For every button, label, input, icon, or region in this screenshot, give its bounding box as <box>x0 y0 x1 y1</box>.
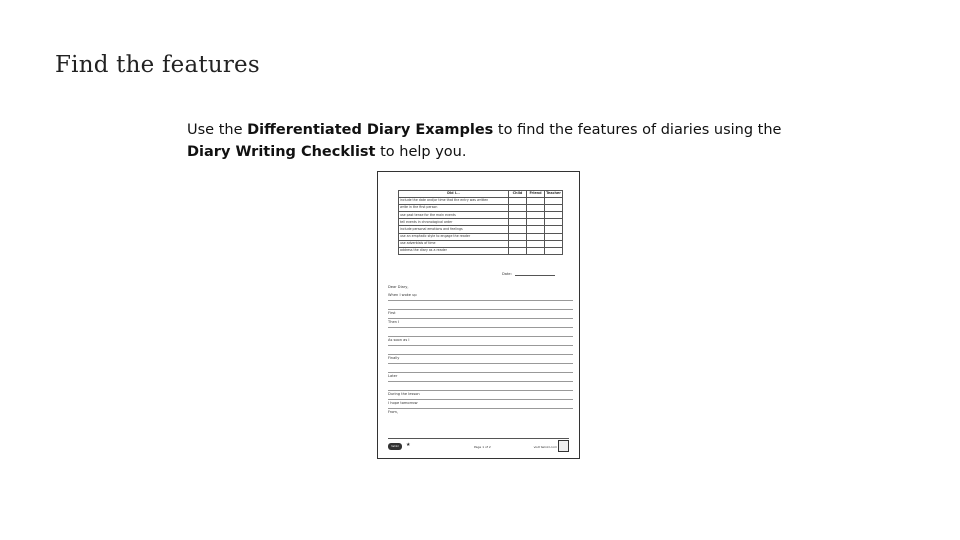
diary-line <box>388 382 573 391</box>
diary-line <box>388 364 573 373</box>
worksheet-footer <box>388 438 569 455</box>
diary-line: I hope tomorrow <box>388 400 573 409</box>
checklist-row <box>399 212 563 219</box>
checklist-row <box>399 226 563 233</box>
instruction-part-2: to find the features of diaries using the <box>493 122 782 138</box>
diary-writing-lines <box>388 284 573 417</box>
instruction-text <box>187 119 807 163</box>
worksheet-thumbnail <box>377 171 580 459</box>
checklist-item: use adverbials of time <box>399 240 509 247</box>
diary-line: Later <box>388 373 573 382</box>
instruction-bold-diary-examples: Differentiated Diary Examples <box>247 122 494 138</box>
checklist-table <box>398 190 563 255</box>
diary-line <box>388 346 573 355</box>
checklist-row <box>399 233 563 240</box>
checklist-item: use an emphatic style to engage the reader <box>399 233 509 240</box>
instruction-part-1: Use the <box>187 122 248 138</box>
diary-line: From, <box>388 410 399 414</box>
checklist-header: Child <box>509 191 527 198</box>
diary-line: During the lesson <box>388 391 573 400</box>
star-icon: ★ <box>406 442 411 448</box>
brand-text: visit twinkl.com <box>533 445 557 449</box>
diary-line: Dear Diary, <box>388 285 409 289</box>
badge-icon <box>558 440 569 452</box>
twinkl-logo: twinkl <box>388 443 402 450</box>
diary-line <box>388 301 573 310</box>
checklist-row <box>399 247 563 254</box>
checklist-item: include personal emotions and feelings <box>399 226 509 233</box>
checklist-row <box>399 219 563 226</box>
checklist-item: include the date and/or time that the entry was written <box>399 198 509 205</box>
checklist-header: Friend <box>527 191 545 198</box>
checklist-item: write in the first person <box>399 205 509 212</box>
checklist-row <box>399 240 563 247</box>
checklist-item: tell events in chronological order <box>399 219 509 226</box>
diary-line: When I woke up <box>388 292 573 301</box>
diary-line: First <box>388 310 573 319</box>
diary-line: As soon as I <box>388 337 573 346</box>
date-label: Date: <box>502 272 512 276</box>
diary-line: Finally <box>388 355 573 364</box>
checklist-row <box>399 198 563 205</box>
checklist-item: use past tense for the main events <box>399 212 509 219</box>
instruction-bold-checklist: Diary Writing Checklist <box>187 144 376 160</box>
checklist-item: address the diary as a reader <box>399 247 509 254</box>
date-field <box>502 272 555 276</box>
diary-line: Then I <box>388 319 573 328</box>
checklist-header-row <box>399 191 563 198</box>
instruction-part-3: to help you. <box>375 144 467 160</box>
checklist-row <box>399 205 563 212</box>
slide-title: Find the features <box>55 52 260 78</box>
checklist-header: Teacher <box>545 191 563 198</box>
page-number: Page 1 of 2 <box>474 445 491 449</box>
checklist-header: Did I... <box>399 191 509 198</box>
diary-line <box>388 328 573 337</box>
